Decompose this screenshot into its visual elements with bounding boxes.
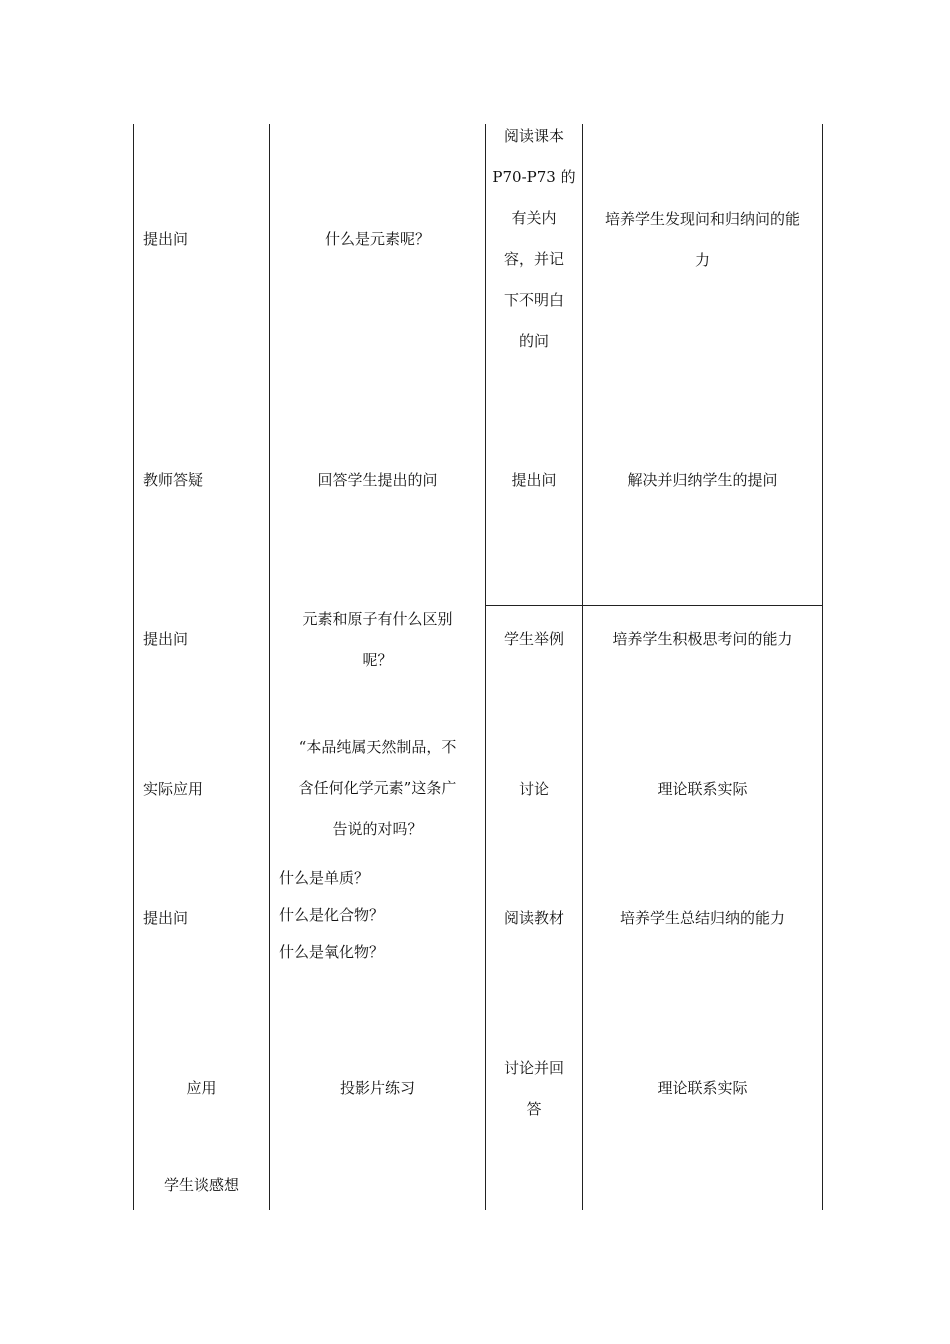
student-activity-cell xyxy=(486,769,582,810)
student-activity-cell xyxy=(486,1048,582,1130)
design-intent-line: 培养学生发现问和归纳问的能 xyxy=(604,210,800,228)
design-intent-cell xyxy=(583,769,822,810)
student-activity-line: 阅读教材 xyxy=(503,909,564,927)
student-activity-line: 学生举例 xyxy=(503,630,564,648)
teacher-activity-cell xyxy=(270,219,485,260)
student-activity-line: 的问 xyxy=(518,332,549,350)
teacher-activity-line: 回答学生提出的问 xyxy=(317,471,438,489)
teacher-activity-line: 什么是化合物？ xyxy=(279,906,385,924)
stage-cell xyxy=(134,1068,269,1109)
stage-cell xyxy=(143,219,188,260)
design-intent-line: 理论联系实际 xyxy=(657,1079,748,1097)
stage-label: 教师答疑 xyxy=(143,471,204,489)
teacher-activity-line: 什么是氧化物？ xyxy=(279,943,385,961)
student-activity-line: 有关内 xyxy=(511,209,557,227)
stage-label: 应用 xyxy=(186,1079,217,1097)
design-intent-cell xyxy=(583,199,822,281)
stage-cell xyxy=(143,619,188,660)
student-activity-line: 答 xyxy=(526,1100,542,1118)
student-activity-cell xyxy=(486,619,582,660)
student-activity-line: 讨论 xyxy=(518,780,549,798)
teacher-activity-cell xyxy=(270,1068,485,1109)
column-divider-3 xyxy=(582,124,583,1210)
student-activity-line: 提出问 xyxy=(511,471,557,489)
teacher-activity-cell xyxy=(279,860,384,971)
design-intent-line: 培养学生总结归纳的能力 xyxy=(619,909,785,927)
design-intent-line: 解决并归纳学生的提问 xyxy=(627,471,778,489)
student-activity-line: P70-P73 的 xyxy=(492,168,576,186)
student-activity-line: 容，并记 xyxy=(503,250,564,268)
stage-cell xyxy=(143,898,188,939)
student-activity-line: 讨论并回 xyxy=(503,1059,564,1077)
stage-cell xyxy=(143,769,203,810)
teacher-activity-cell xyxy=(270,727,485,850)
stage-label: 学生谈感想 xyxy=(163,1176,239,1194)
teacher-activity-line: 投影片练习 xyxy=(339,1079,415,1097)
student-activity-cell xyxy=(486,116,582,362)
teacher-activity-cell xyxy=(270,460,485,501)
stage-label: 提出问 xyxy=(143,230,189,248)
teacher-activity-line: 元素和原子有什么区别 xyxy=(302,610,453,628)
teacher-activity-line: 含任何化学元素”这条广 xyxy=(298,779,457,797)
design-intent-line: 力 xyxy=(694,251,710,269)
teacher-activity-line: 什么是单质？ xyxy=(279,869,370,887)
design-intent-cell xyxy=(583,1068,822,1109)
table-border-left xyxy=(133,124,134,1210)
design-intent-line: 理论联系实际 xyxy=(657,780,748,798)
stage-cell xyxy=(134,1165,269,1206)
design-intent-cell xyxy=(583,619,822,660)
stage-cell xyxy=(143,460,203,501)
student-activity-cell xyxy=(486,460,582,501)
table-border-right xyxy=(822,124,823,1210)
teacher-activity-line: 呢？ xyxy=(362,651,393,669)
stage-label: 实际应用 xyxy=(143,780,204,798)
student-activity-line: 下不明白 xyxy=(503,291,564,309)
student-activity-line: 阅读课本 xyxy=(503,127,564,145)
teacher-activity-cell xyxy=(270,599,485,681)
student-activity-cell xyxy=(486,898,582,939)
design-intent-cell xyxy=(583,460,822,501)
stage-label: 提出问 xyxy=(143,909,189,927)
teacher-activity-line: “本品纯属天然制品，不 xyxy=(298,738,457,756)
design-intent-cell xyxy=(583,898,822,939)
stage-label: 提出问 xyxy=(143,630,189,648)
teacher-activity-line: 告说的对吗？ xyxy=(332,820,423,838)
design-intent-line: 培养学生积极思考问的能力 xyxy=(612,630,793,648)
row-divider xyxy=(485,605,823,606)
teacher-activity-line: 什么是元素呢？ xyxy=(324,230,430,248)
